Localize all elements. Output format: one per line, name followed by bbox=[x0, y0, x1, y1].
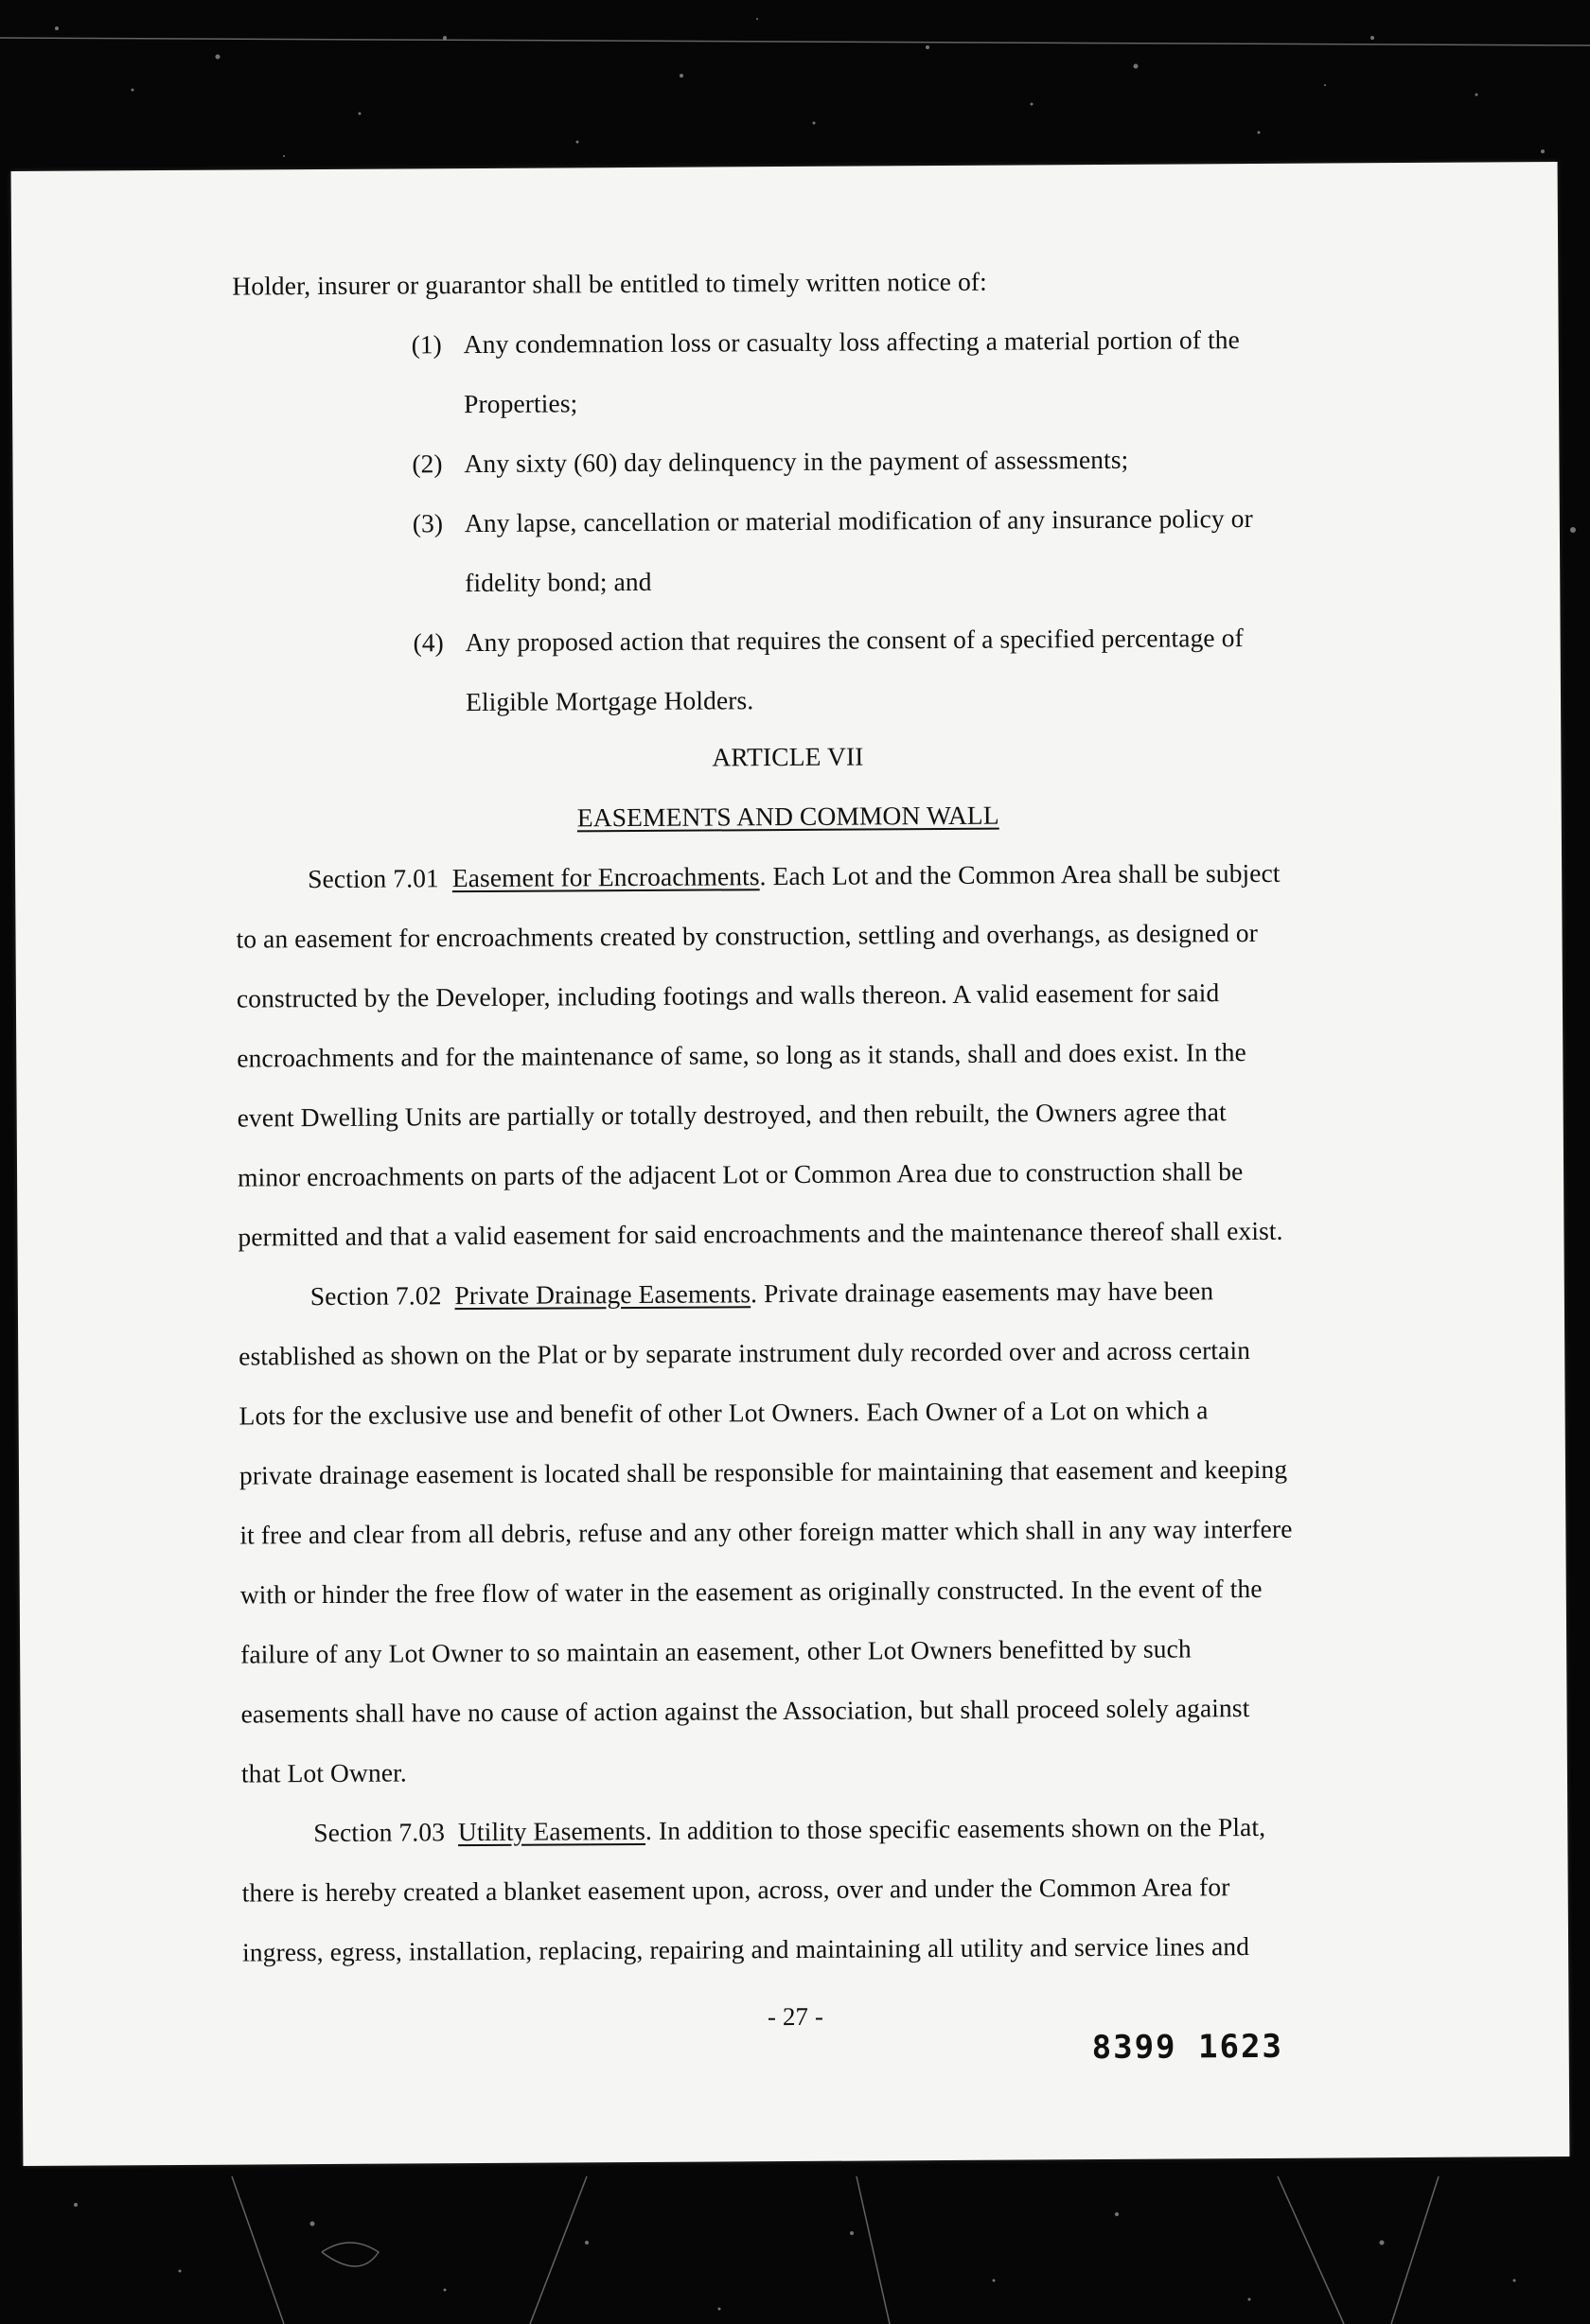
list-item-line: Any lapse, cancellation or material modification of any insurance policy or bbox=[464, 503, 1253, 538]
section-text: . Private drainage easements may have been bbox=[751, 1276, 1214, 1309]
section-line: established as shown on the Plat or by separate instrument duly recorded over and across certain bbox=[238, 1335, 1251, 1371]
section-line: Lots for the exclusive use and benefit of other Lot Owners. Each Owner of a Lot on which a bbox=[238, 1395, 1209, 1431]
list-item-number: (2) bbox=[412, 449, 443, 479]
section-line: failure of any Lot Owner to so maintain an easement, other Lot Owners benefitted by such bbox=[240, 1633, 1192, 1669]
section-line: permitted and that a valid easement for said encroachments and the maintenance thereof shall exist. bbox=[238, 1215, 1283, 1252]
list-item-line: Eligible Mortgage Holders. bbox=[465, 685, 754, 717]
list-item-line: fidelity bond; and bbox=[465, 566, 652, 598]
list-item-line: Properties; bbox=[463, 388, 578, 419]
list-item-line: Any sixty (60) day delinquency in the payment of assessments; bbox=[464, 444, 1129, 479]
section-number: Section 7.02 bbox=[309, 1280, 442, 1312]
list-item-number: (1) bbox=[411, 329, 442, 360]
section-first-line bbox=[310, 1276, 1214, 1312]
section-line: encroachments and for the maintenance of same, so long as it stands, shall and does exist. In the bbox=[237, 1037, 1247, 1073]
list-item-number: (4) bbox=[413, 627, 444, 658]
section-line: easements shall have no cause of action against the Association, but shall proceed solely against bbox=[240, 1693, 1250, 1729]
list-item-number: (3) bbox=[412, 508, 444, 538]
section-line: with or hinder the free flow of water in the easement as originally constructed. In the event of the bbox=[239, 1573, 1263, 1610]
section-first-line bbox=[308, 858, 1281, 894]
section-line: there is hereby created a blanket easement upon, across, over and under the Common Area for bbox=[241, 1872, 1230, 1908]
section-line: ingress, egress, installation, replacing, repairing and maintaining all utility and service lines and bbox=[241, 1931, 1250, 1967]
article-title: EASEMENTS AND COMMON WALL bbox=[576, 800, 999, 833]
section-title: Easement for Encroachments bbox=[451, 861, 760, 893]
section-text: . In addition to those specific easements shown on the Plat, bbox=[645, 1811, 1266, 1845]
recording-stamp: 8399 1623 bbox=[1091, 2027, 1284, 2068]
section-title: Private Drainage Easements bbox=[454, 1278, 751, 1311]
section-line: event Dwelling Units are partially or totally destroyed, and then rebuilt, the Owners agree that bbox=[237, 1097, 1227, 1133]
intro-line: Holder, insurer or guarantor shall be entitled to timely written notice of: bbox=[232, 266, 987, 301]
section-line: constructed by the Developer, including footings and walls thereon. A valid easement for said bbox=[236, 977, 1220, 1013]
section-title: Utility Easements bbox=[457, 1815, 646, 1847]
section-line: minor encroachments on parts of the adjacent Lot or Common Area due to construction shall be bbox=[237, 1156, 1244, 1192]
section-number: Section 7.01 bbox=[308, 863, 439, 894]
section-line: it free and clear from all debris, refuse and any other foreign matter which shall in any way interfere bbox=[239, 1513, 1293, 1550]
section-text: . Each Lot and the Common Area shall be subject bbox=[759, 857, 1281, 891]
section-line: that Lot Owner. bbox=[240, 1757, 407, 1788]
list-item-line: Any proposed action that requires the consent of a specified percentage of bbox=[465, 623, 1244, 658]
document-page bbox=[11, 162, 1570, 2166]
section-number: Section 7.03 bbox=[313, 1817, 446, 1848]
list-item-line: Any condemnation loss or casualty loss affecting a material portion of the bbox=[463, 325, 1241, 360]
page-number: - 27 - bbox=[767, 2001, 824, 2032]
section-first-line bbox=[313, 1812, 1265, 1848]
article-heading: ARTICLE VII bbox=[712, 741, 864, 772]
section-line: private drainage easement is located shall be responsible for maintaining that easement and keeping bbox=[238, 1453, 1288, 1490]
section-line: to an easement for encroachments created by construction, settling and overhangs, as designed or bbox=[236, 917, 1259, 954]
